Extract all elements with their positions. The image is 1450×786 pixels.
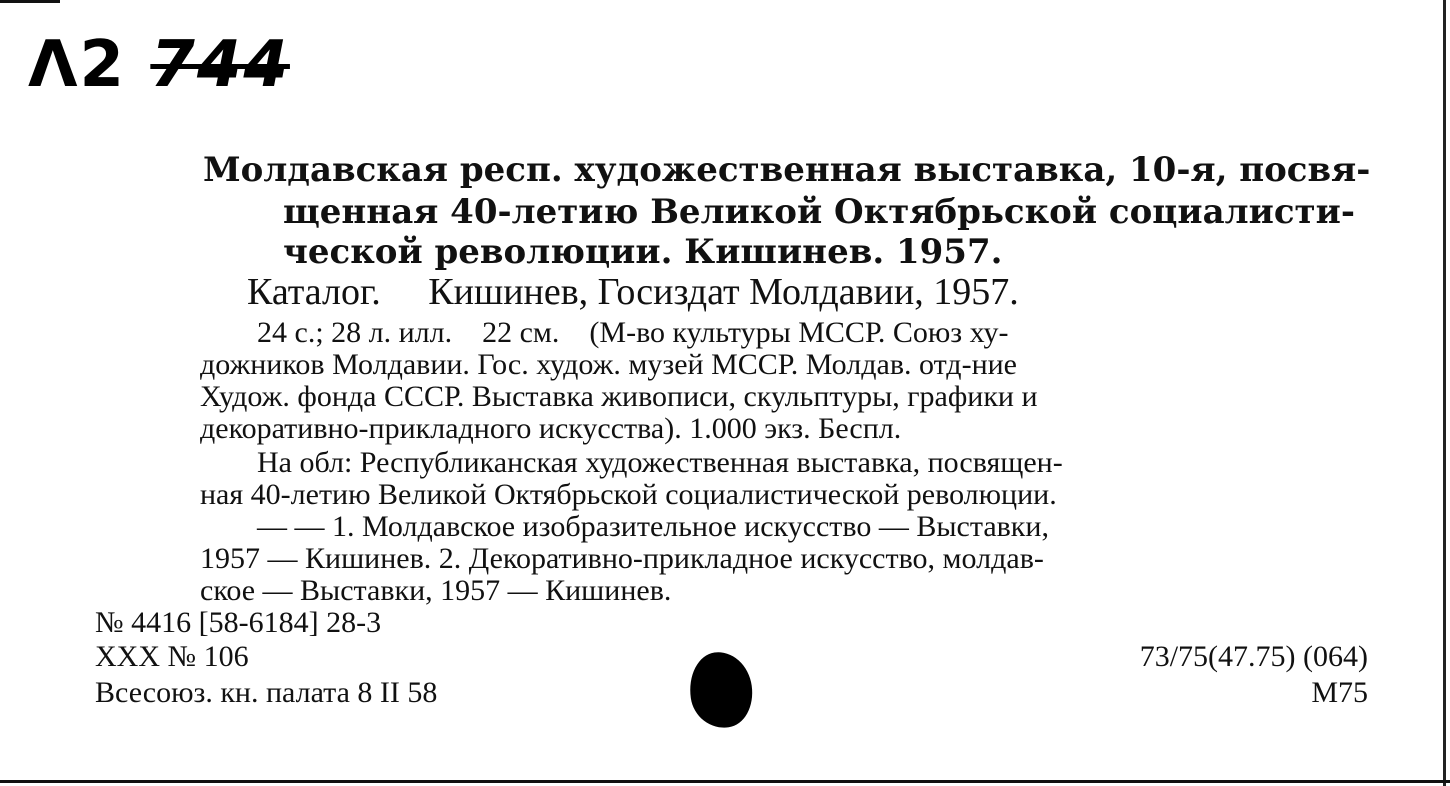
description-line-3: Худож. фонда СССР. Выставка живописи, скульптуры, графики и: [200, 380, 1038, 413]
heading-line-3: ческой революции. Кишинев. 1957.: [283, 232, 1003, 272]
catalog-line: Каталог. Кишинев, Госиздат Молдавии, 1957.: [247, 271, 1019, 313]
description-line-6: ная 40-летию Великой Октябрьской социалистической революции.: [200, 478, 1057, 511]
card-edge-right: [1443, 0, 1446, 786]
author-mark: M75: [1311, 676, 1368, 709]
description-line-5: На обл: Республиканская художественная выставка, посвящен-: [257, 446, 1063, 479]
registry-number: № 4416 [58-6184] 28-3: [95, 606, 382, 639]
ink-blot: [685, 648, 757, 732]
description-line-8: 1957 — Кишинев. 2. Декоративно-прикладное искусство, молдав-: [200, 542, 1044, 575]
handwritten-number: 744: [150, 28, 290, 102]
xxx-number: XXX № 106: [95, 640, 249, 673]
classification-code: 73/75(47.75) (064): [1139, 640, 1368, 673]
handwritten-prefix: Λ2: [28, 28, 127, 102]
card-edge-top: [0, 0, 60, 3]
card-edge-bottom: [0, 780, 1450, 783]
handwritten-mark: [28, 28, 290, 102]
heading-line-1: Молдавская респ. художественная выставка, 10-я, посвя-: [203, 150, 1371, 190]
description-line-1: 24 с.; 28 л. илл. 22 см. (М-во культуры МССР. Союз ху-: [257, 316, 1009, 349]
chamber-line: Всесоюз. кн. палата 8 II 58: [95, 676, 438, 709]
description-line-2: дожников Молдавии. Гос. худож. музей МССР. Молдав. отд-ние: [200, 348, 1017, 381]
description-line-4: декоративно-прикладного искусства). 1.000 экз. Беспл.: [200, 412, 902, 445]
description-line-7: — — 1. Молдавское изобразительное искусство — Выставки,: [257, 510, 1049, 543]
description-line-9: ское — Выставки, 1957 — Кишинев.: [200, 574, 672, 607]
heading-line-2: щенная 40-летию Великой Октябрьской социалисти-: [283, 192, 1355, 232]
